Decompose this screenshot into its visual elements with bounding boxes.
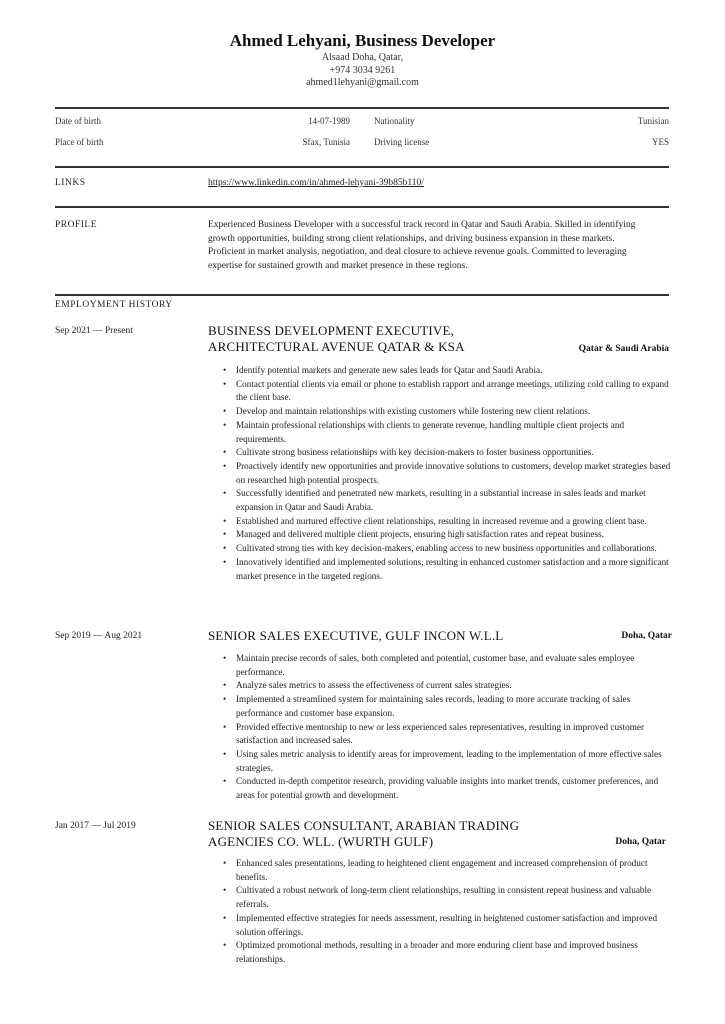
list-item: • Conducted in-depth competitor research, providing valuable insights into market trends, customer preferences, and areas for potential growth and development. bbox=[236, 775, 672, 802]
job-title bbox=[208, 323, 465, 355]
list-item: • Cultivated strong ties with key decision-makers, enabling access to new business opportunities and collaborations. bbox=[236, 542, 672, 556]
dob-value: 14-07-1989 bbox=[308, 116, 350, 126]
job-title-line: BUSINESS DEVELOPMENT EXECUTIVE, bbox=[208, 323, 455, 338]
phone-number: +974 3034 9261 bbox=[329, 64, 396, 76]
list-item: • Optimized promotional methods, resulting in a broader and more enduring client base and improved business relationships. bbox=[236, 939, 672, 966]
job-title: SENIOR SALES EXECUTIVE, GULF INCON W.L.L bbox=[208, 628, 504, 643]
linkedin-link[interactable]: https://www.linkedin.com/in/ahmed-lehyani-39b85b110/ bbox=[208, 178, 424, 188]
divider bbox=[55, 294, 669, 296]
pob-value: Sfax, Tunisia bbox=[302, 137, 350, 147]
divider bbox=[55, 107, 669, 109]
job-date: Jan 2017 — Jul 2019 bbox=[55, 821, 136, 831]
list-item: • Implemented a streamlined system for maintaining sales records, leading to more accurate tracking of sales performance and customer base expansion. bbox=[236, 693, 672, 720]
list-item: • Identify potential markets and generate new sales leads for Qatar and Saudi Arabia. bbox=[236, 364, 672, 378]
profile-line: growth opportunities, building strong client relationships, and driving business expansion in these markets. bbox=[208, 233, 615, 244]
job-location: Doha, Qatar bbox=[621, 631, 672, 641]
list-item: • Cultivate strong business relationships with key decision-makers to foster business opportunities. bbox=[236, 446, 672, 460]
job-duties bbox=[236, 857, 672, 967]
job-title-line: ARCHITECTURAL AVENUE QATAR & KSA bbox=[208, 339, 465, 354]
resume-header bbox=[0, 30, 725, 90]
license-value: YES bbox=[651, 137, 669, 147]
nationality-value: Tunisian bbox=[637, 116, 669, 126]
profile-text bbox=[208, 219, 635, 273]
license-label: Driving license bbox=[374, 137, 430, 147]
list-item: • Established and nurtured effective client relationships, resulting in increased revenue and a growing client base. bbox=[236, 515, 672, 529]
list-item: • Cultivated a robust network of long-term client relationships, resulting in consistent repeat business and valuable referrals. bbox=[236, 884, 672, 911]
email-address: ahmed1lehyani@gmail.com bbox=[306, 77, 419, 88]
job-title-line: AGENCIES CO. WLL. (WURTH GULF) bbox=[208, 834, 434, 849]
address: Alsaad Doha, Qatar, bbox=[321, 52, 404, 63]
list-item: • Enhanced sales presentations, leading to heightened client engagement and increased comprehension of product benefits. bbox=[236, 857, 672, 884]
job-date: Sep 2019 — Aug 2021 bbox=[55, 631, 143, 641]
list-item: • Proactively identify new opportunities and provide innovative solutions to customers, develop market strategies based on researched high potential prospects. bbox=[236, 460, 672, 487]
job-location: Qatar & Saudi Arabia bbox=[578, 344, 669, 354]
candidate-name: Ahmed Lehyani, Business Developer bbox=[229, 31, 496, 50]
job-title-line: SENIOR SALES CONSULTANT, ARABIAN TRADING bbox=[208, 818, 520, 833]
links-heading: LINKS bbox=[55, 178, 86, 188]
list-item: • Successfully identified and penetrated new markets, resulting in a substantial increase in sales leads and market expansion in Qatar and Saudi Arabia. bbox=[236, 487, 672, 514]
job-duties bbox=[236, 652, 672, 803]
job-date: Sep 2021 — Present bbox=[55, 326, 133, 336]
dob-label: Date of birth bbox=[55, 116, 101, 126]
list-item: • Provided effective mentorship to new or less experienced sales representatives, resulting in improved customer satisfaction and increased sales. bbox=[236, 721, 672, 748]
profile-line: expertise for sustained growth and market presence in these regions. bbox=[208, 260, 468, 271]
job-location: Doha, Qatar bbox=[615, 837, 666, 847]
list-item: • Develop and maintain relationships with existing customers while fostering new client relations. bbox=[236, 405, 672, 419]
list-item: • Analyze sales metrics to assess the effectiveness of current sales strategies. bbox=[236, 679, 672, 693]
profile-line: Proficient in market analysis, negotiation, and deal closure to achieve revenue goals. Committed to leveraging bbox=[208, 247, 627, 257]
pob-label: Place of birth bbox=[55, 137, 104, 147]
list-item: • Implemented effective strategies for needs assessment, resulting in heightened customer satisfaction and improved solution offerings. bbox=[236, 912, 672, 939]
list-item: • Maintain precise records of sales, both completed and potential, customer base, and evaluate sales employee performance. bbox=[236, 652, 672, 679]
list-item: • Innovatively identified and implemented solutions, resulting in enhanced customer satisfaction and a more significant market presence in the targeted regions. bbox=[236, 556, 672, 583]
nationality-label: Nationality bbox=[374, 116, 415, 126]
divider bbox=[55, 166, 669, 168]
job-duties bbox=[236, 364, 672, 583]
profile-line: Experienced Business Developer with a successful track record in Qatar and Saudi Arabia. Skilled in identifying bbox=[208, 220, 636, 230]
employment-heading: EMPLOYMENT HISTORY bbox=[55, 300, 173, 310]
list-item: • Contact potential clients via email or phone to establish rapport and arrange meetings, utilizing cold calling to expand the client base. bbox=[236, 378, 672, 405]
list-item: • Managed and delivered multiple client projects, ensuring high satisfaction rates and repeat business. bbox=[236, 528, 672, 542]
job-title bbox=[208, 818, 519, 850]
list-item: • Maintain professional relationships with clients to generate revenue, handling multiple client projects and requirements. bbox=[236, 419, 672, 446]
list-item: • Using sales metric analysis to identify areas for improvement, leading to the implementation of more effective sales strategies. bbox=[236, 748, 672, 775]
divider bbox=[55, 206, 669, 208]
profile-heading: PROFILE bbox=[55, 220, 98, 230]
